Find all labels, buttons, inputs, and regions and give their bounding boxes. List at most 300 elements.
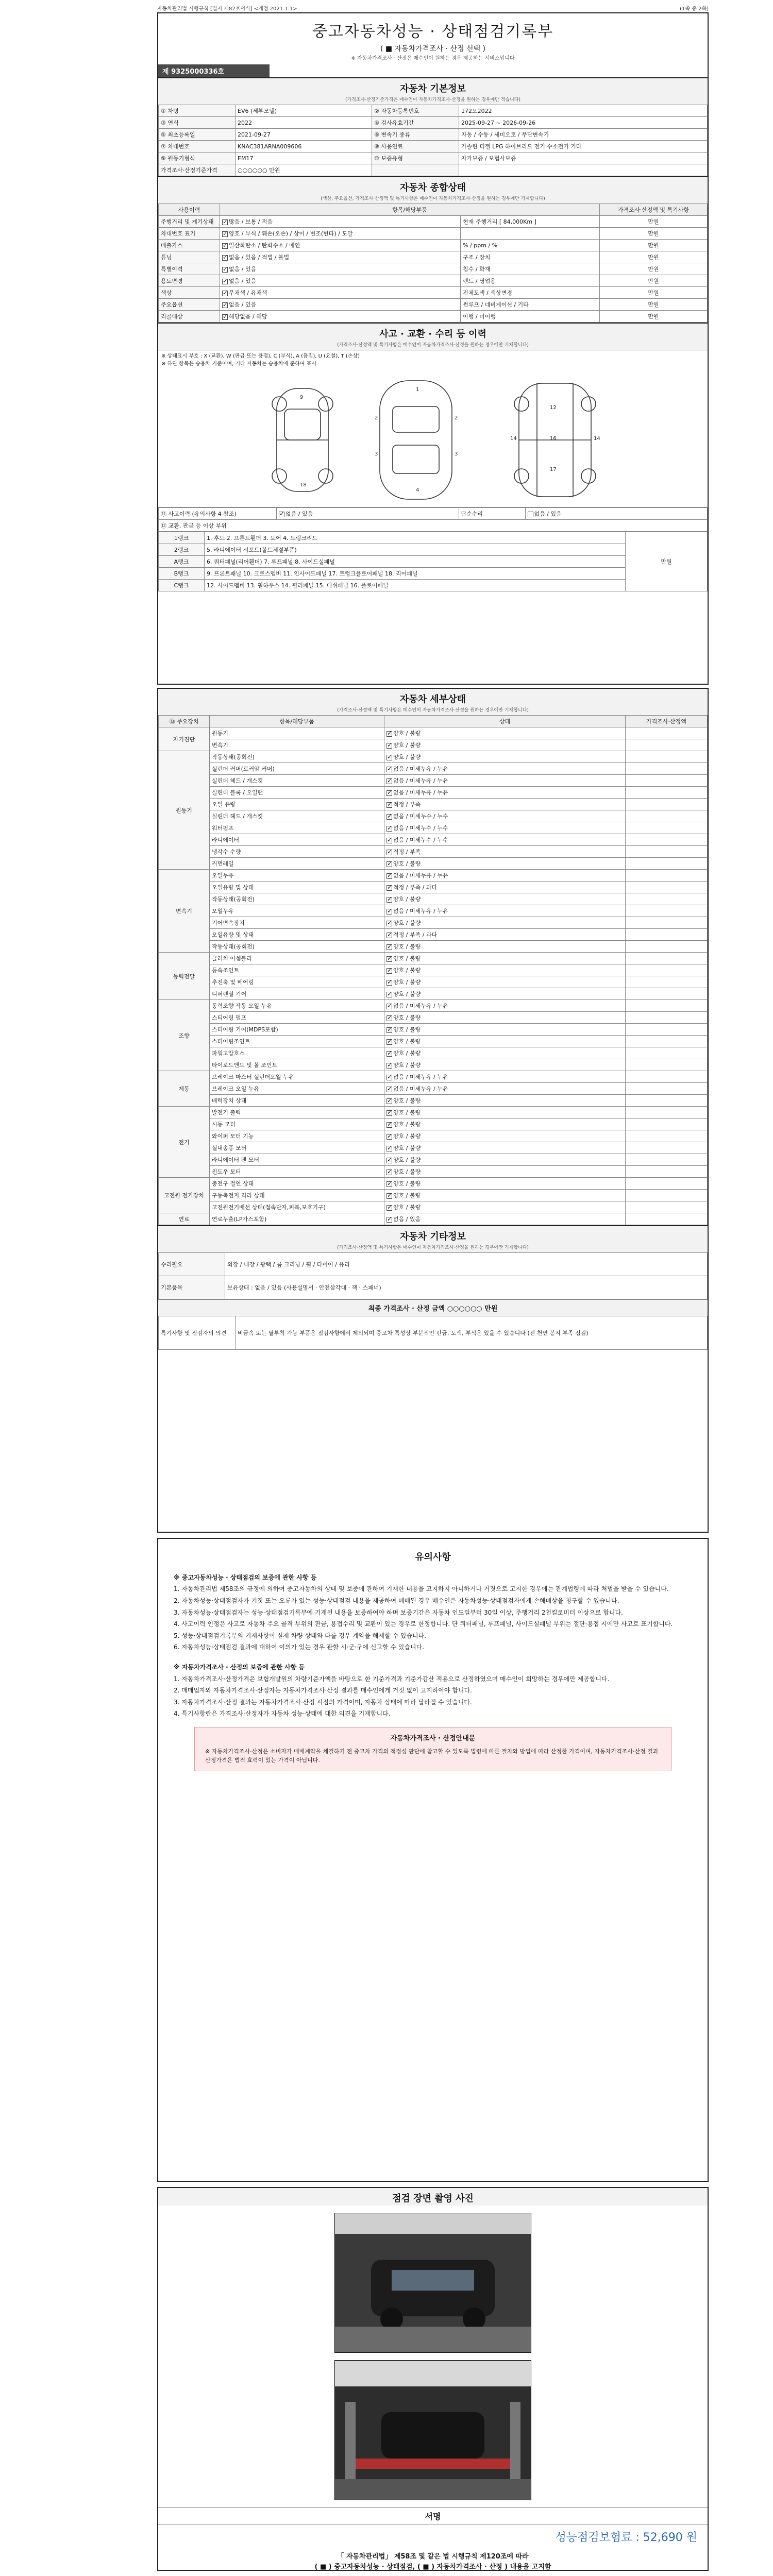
price-cell — [626, 1071, 708, 1083]
status-cell: ✓ 적정 / 부족 — [384, 846, 626, 858]
status-cell: ✓ 없음 / 미세누유 / 누유 — [384, 870, 626, 882]
checkbox-checked — [386, 826, 392, 832]
remarks-table — [158, 1316, 708, 1350]
svg-text:17: 17 — [550, 467, 557, 472]
price-cell — [626, 1201, 708, 1213]
table-cell: ⑩ 보증유형 — [372, 152, 459, 164]
table-cell: 주요옵션 — [159, 299, 220, 311]
price-cell — [626, 1142, 708, 1154]
table-row — [159, 929, 708, 941]
simple-repair-label: 단순수리 — [459, 508, 525, 520]
table-cell: 기본품목 — [159, 1276, 225, 1299]
table-row — [159, 263, 708, 275]
checkbox-checked — [222, 302, 228, 308]
table-cell: 만원 — [600, 251, 708, 263]
price-cell — [626, 822, 708, 834]
status-cell: ✓ 없음 / 미세누수 / 누수 — [384, 834, 626, 846]
table-cell: ⑦ 차대번호 — [159, 141, 236, 152]
status-cell: ✓ 양호 / 불량 — [384, 739, 626, 751]
notice-item: 5. 성능·상태점검기록부의 기재사항이 실제 차량 상태와 다를 경우 계약을 해제할 수 있습니다. — [174, 1632, 426, 1639]
price-cell — [626, 739, 708, 751]
table-cell: ① 차명 — [159, 105, 236, 117]
checkbox-checked — [386, 814, 392, 820]
table-cell: 스티어링조인트 — [210, 1036, 384, 1047]
table-row — [159, 775, 708, 787]
table-cell: 라디에이터 팬 모터 — [210, 1154, 384, 1166]
table-cell: 윈도우 모터 — [210, 1166, 384, 1178]
checkbox-checked — [222, 279, 228, 284]
remarks-value: 비금속 또는 탈부착 가능 부품은 점검사항에서 제외되며 중고차 특성상 부분적인 판금, 도색, 부식은 있을 수 있습니다 (전 천연 봉지 부족 점검) — [236, 1316, 708, 1350]
table-cell: 오일유량 및 상태 — [210, 929, 384, 941]
document-id: 제 9325000336호 — [158, 64, 270, 77]
table-row — [159, 164, 708, 176]
accident-note: (가격조사·산정액 및 특기사항은 매수인이 자동차가격조사·산정을 원하는 경우에만 기재합니다) — [158, 341, 708, 350]
checkbox-checked — [386, 767, 392, 772]
checkbox-checked — [386, 897, 392, 903]
checkbox-checked — [386, 956, 392, 962]
table-row — [159, 941, 708, 953]
svg-text:16: 16 — [550, 436, 557, 442]
col-header: ⑬ 주요장치 — [159, 716, 210, 727]
table-cell: 디퍼렌셜 기어 — [210, 988, 384, 1000]
status-cell: ✓ 양호 / 불량 — [384, 1166, 626, 1178]
svg-text:2: 2 — [375, 415, 378, 421]
table-row — [159, 964, 708, 976]
price-cell — [626, 941, 708, 953]
table-cell: 등속조인트 — [210, 964, 384, 976]
price-cell — [626, 988, 708, 1000]
table-cell: EM17 — [236, 152, 372, 164]
sheet-1 — [157, 12, 709, 685]
col-header: 항목/해당부품 — [220, 204, 600, 216]
detail-table — [158, 715, 708, 1225]
table-cell: C랭크 — [159, 580, 205, 591]
form-legal-ref: 자동차관리법 시행규칙 [별지 제82호서식] <개정 2021.1.1> — [157, 6, 297, 12]
table-row — [159, 882, 708, 893]
table-row — [159, 976, 708, 988]
status-cell: ✓ 양호 / 불량 — [384, 988, 626, 1000]
table-cell: 2025-09-27 ~ 2026-09-26 — [459, 117, 708, 129]
status-cell: ✓ 적정 / 부족 / 과다 — [384, 882, 626, 893]
table-cell: % / ppm / % — [461, 240, 600, 251]
table-cell: 이행 / 미이행 — [461, 311, 600, 323]
svg-text:14: 14 — [594, 436, 600, 442]
price-cell — [626, 810, 708, 822]
table-row — [159, 917, 708, 929]
table-cell: 가격조사·산정기준가격 — [159, 164, 236, 176]
notice-item: 6. 자동차성능·상태점검 결과에 대하여 이의가 있는 경우 관할 시·군·구에 신고할 수 있습니다. — [174, 1643, 424, 1651]
document-title: 중고자동차성능 · 상태점검기록부 — [312, 23, 554, 41]
checkbox-checked — [386, 1027, 392, 1033]
checkbox-checked — [386, 1205, 392, 1211]
table-cell: 만원 — [600, 263, 708, 275]
svg-text:1: 1 — [416, 387, 419, 393]
table-row — [159, 787, 708, 799]
table-cell: 스티어링 펌프 — [210, 1012, 384, 1024]
price-cell — [626, 1166, 708, 1178]
col-header: 상태 — [384, 716, 626, 727]
table-cell: 연료누출(LP가스포함) — [210, 1213, 384, 1225]
status-cell: ✓ 양호 / 불량 — [384, 976, 626, 988]
price-cell — [626, 799, 708, 810]
table-row — [159, 1024, 708, 1036]
price-cell — [626, 846, 708, 858]
table-cell: 렌트 / 영업용 — [461, 275, 600, 287]
table-row — [159, 810, 708, 822]
status-cell: ✓ 없음 / 있음 — [384, 1213, 626, 1225]
table-cell: 고전원 전기장치 — [159, 1178, 210, 1213]
table-row — [159, 556, 708, 568]
notice-item: 2. 매매업자와 자동차가격조사·산정자는 자동차가격조사·산정 결과를 매수인에게 거짓 없이 고지하여야 합니다. — [174, 1687, 472, 1694]
accident-title: 사고 · 교환 · 수리 등 이력 — [158, 323, 708, 341]
checkbox-checked — [222, 243, 228, 249]
table-row — [159, 834, 708, 846]
status-cell: ✓ 양호 / 불량 — [384, 964, 626, 976]
checkbox-checked — [386, 885, 392, 891]
table-cell: 동력조향 작동 오일 누유 — [210, 1000, 384, 1012]
table-row — [159, 141, 708, 152]
table-cell: 스티어링 기어(MDPS포함) — [210, 1024, 384, 1036]
footer-line-2: ( ■ ) 중고자동차성능 · 상태점검, ( ■ ) 자동차가격조사 · 산정 ) 내용을 고지함 — [314, 2563, 551, 2571]
table-cell: 자동 / 수동 / 세미오토 / 무단변속기 — [459, 129, 708, 141]
price-cell — [626, 1190, 708, 1201]
photo-image — [335, 2361, 531, 2500]
remarks-label: 특기사항 및 점검자의 의견 — [159, 1316, 236, 1350]
table-cell: 냉각수 수량 — [210, 846, 384, 858]
price-cell — [626, 763, 708, 775]
table-cell: ④ 검사유효기간 — [372, 117, 459, 129]
table-cell: 구조 / 장치 — [461, 251, 600, 263]
notice-sec1-title: ※ 중고자동차성능 · 상태점검의 보증에 관한 사항 등 — [174, 1573, 317, 1581]
table-row — [159, 751, 708, 763]
status-cell: ✓ 없음 / 미세누유 / 누유 — [384, 905, 626, 917]
table-cell: 주행거리 및 계기상태 — [159, 216, 220, 228]
table-cell: 구동축전지 격리 상태 — [210, 1190, 384, 1201]
checkbox-checked — [386, 944, 392, 950]
inspection-photo-2 — [334, 2360, 531, 2500]
checkbox-checked — [386, 980, 392, 986]
checkbox-checked — [386, 838, 392, 843]
table-cell: 오일누유 — [210, 870, 384, 882]
table-cell: 만원 — [600, 287, 708, 299]
status-cell: ✓ 무채색 / 유채색 — [220, 287, 461, 299]
checkbox-checked — [386, 1051, 392, 1057]
checkbox — [528, 512, 533, 517]
notice-sec2-title: ※ 자동차가격조사 · 산정의 보증에 관한 사항 등 — [174, 1664, 305, 1671]
table-cell: KNAC381ARNA009606 — [236, 141, 372, 152]
table-row — [159, 1154, 708, 1166]
table-row — [159, 216, 708, 228]
table-cell: 만원 — [626, 532, 708, 591]
price-cell — [626, 1118, 708, 1130]
checkbox-checked — [386, 1015, 392, 1021]
table-row — [159, 1047, 708, 1059]
table-row — [159, 1107, 708, 1118]
table-cell: 동력전달 — [159, 953, 210, 1000]
price-cell — [626, 1178, 708, 1190]
status-cell: ✓ 양호 / 불량 — [384, 1095, 626, 1107]
checkbox-checked — [386, 802, 392, 808]
checkbox-checked — [222, 291, 228, 296]
checkbox-checked — [386, 1039, 392, 1045]
table-cell: 오일누유 — [210, 905, 384, 917]
checkbox-checked — [386, 755, 392, 760]
checkbox-checked — [386, 909, 392, 914]
table-row — [159, 846, 708, 858]
status-cell: ✓ 없음 / 미세누수 / 누수 — [384, 822, 626, 834]
checkbox-checked — [222, 267, 228, 273]
notice-item: 1. 자동차가격조사·산정가격은 보험개발원의 차량기준가액을 바탕으로 한 기준가격과 기준가감산 적용으로 산정하였으며 매수인이 희망하는 경우에만 제공합니다. — [174, 1675, 610, 1683]
table-row — [159, 1118, 708, 1130]
status-cell: ✓ 양호 / 불량 — [384, 893, 626, 905]
table-cell: 수리필요 — [159, 1253, 225, 1276]
table-cell: 리콜대상 — [159, 311, 220, 323]
status-cell: ✓ 양호 / 불량 — [384, 1047, 626, 1059]
table-cell: 전기 — [159, 1107, 210, 1178]
col-header: 사용이력 — [159, 204, 220, 216]
checkbox-checked — [386, 1146, 392, 1151]
table-row — [159, 739, 708, 751]
price-cell — [626, 976, 708, 988]
table-cell: 외장 / 내장 / 광택 / 룸 크리닝 / 휠 / 타이어 / 유리 — [225, 1253, 708, 1276]
table-cell: 커먼레일 — [210, 858, 384, 870]
table-cell: 만원 — [600, 228, 708, 240]
table-cell: 전체도색 / 색상변경 — [461, 287, 600, 299]
status-cell: ✓ 없음 / 있음 — [220, 263, 461, 275]
table-cell: 타이로드엔드 및 볼 조인트 — [210, 1059, 384, 1071]
checkbox-checked — [386, 1170, 392, 1175]
status-cell: ✓ 없음 / 미세누수 / 누수 — [384, 810, 626, 822]
price-cell — [626, 870, 708, 882]
table-cell: 2022 — [236, 117, 372, 129]
table-row — [159, 532, 708, 544]
table-cell: 튜닝 — [159, 251, 220, 263]
price-cell — [626, 1095, 708, 1107]
price-cell — [626, 751, 708, 763]
price-cell — [626, 834, 708, 846]
basic-info-table — [158, 105, 708, 176]
status-cell: ✓ 양호 / 불량 — [384, 1107, 626, 1118]
table-row — [159, 1178, 708, 1190]
table-row — [159, 1130, 708, 1142]
table-cell: 실린더 커버(로커암 커버) — [210, 763, 384, 775]
table-row — [159, 1012, 708, 1024]
price-cell — [626, 727, 708, 739]
document-subtitle: ( ■ 자동차가격조사 · 산정 선택 ) — [380, 45, 486, 53]
damage-rank-table — [158, 532, 708, 591]
table-row — [159, 117, 708, 129]
table-cell: 만원 — [600, 311, 708, 323]
checkbox-checked — [386, 921, 392, 926]
checkbox-checked — [386, 778, 392, 784]
status-cell: ✓ 적정 / 부족 / 과다 — [384, 929, 626, 941]
signature-label: 서명 — [158, 2507, 708, 2524]
price-cell — [626, 775, 708, 787]
other-info-title: 자동차 기타정보 — [158, 1225, 708, 1244]
table-cell: 실린더 헤드 / 개스킷 — [210, 775, 384, 787]
table-cell: ⑥ 변속기 종류 — [372, 129, 459, 141]
checkbox-checked — [386, 731, 392, 737]
price-cell — [626, 1000, 708, 1012]
status-cell: ✓ 없음 / 미세누유 / 누유 — [384, 775, 626, 787]
table-cell: 브레이크 오일 누유 — [210, 1083, 384, 1095]
checkbox-checked — [386, 1087, 392, 1092]
status-cell: ✓ 없음 / 있음 — [220, 299, 461, 311]
table-cell: 2랭크 — [159, 544, 205, 556]
status-cell: ✓ 양호 / 불량 — [384, 1118, 626, 1130]
table-cell: 고전원전기배선 상태(접속단자,피복,보호기구) — [210, 1201, 384, 1213]
table-row — [159, 727, 708, 739]
status-cell: ✓ 없음 / 있음 — [220, 275, 461, 287]
table-cell: 추진축 및 베어링 — [210, 976, 384, 988]
table-cell: 원동기 — [210, 727, 384, 739]
table-row — [159, 105, 708, 117]
table-cell: 시동 모터 — [210, 1118, 384, 1130]
table-cell: 1랭크 — [159, 532, 205, 544]
status-cell: ✓ 양호 / 불량 — [384, 1178, 626, 1190]
status-cell: ✓ 해당없음 / 해당 — [220, 311, 461, 323]
table-row — [159, 580, 708, 591]
table-row — [159, 1036, 708, 1047]
svg-text:3: 3 — [375, 451, 378, 457]
sheet-4 — [157, 2187, 709, 2571]
table-cell: 브레이크 마스터 실린더오일 누유 — [210, 1071, 384, 1083]
checkbox-checked — [386, 1004, 392, 1009]
damage-legend: ※ 상태표시 부호 : X (교환), W (판금 또는 용접), C (부식), A (흠집), U (요철), T (손상) — [161, 353, 360, 359]
table-row — [159, 870, 708, 882]
table-cell: 와이퍼 모터 기능 — [210, 1130, 384, 1142]
table-cell: 만원 — [600, 299, 708, 311]
price-cell — [626, 893, 708, 905]
price-cell — [626, 1107, 708, 1118]
table-cell: 6. 쿼터패널(리어휀더) 7. 루프패널 8. 사이드실패널 — [205, 556, 626, 568]
table-row — [159, 1071, 708, 1083]
col-header: 가격조사·산정액 — [626, 716, 708, 727]
other-info-table — [158, 1252, 708, 1299]
checkbox-checked — [386, 1122, 392, 1128]
table-cell: 썬루프 / 네비게이션 / 기타 — [461, 299, 600, 311]
notice-section — [158, 1539, 708, 1787]
checkbox-checked — [386, 968, 392, 974]
table-cell: 기어변속장치 — [210, 917, 384, 929]
table-cell: 작동상태(공회전) — [210, 751, 384, 763]
table-cell: 만원 — [600, 216, 708, 228]
status-cell: ✓ 양호 / 불량 — [384, 1059, 626, 1071]
total-price: 최종 가격조사 · 산정 금액 ○○○○○○ 만원 — [158, 1299, 708, 1316]
table-cell: 12. 사이드멤버 13. 휠하우스 14. 필러패널 15. 대쉬패널 16. 플로어패널 — [205, 580, 626, 591]
price-cell — [626, 1036, 708, 1047]
table-row — [159, 763, 708, 775]
table-row — [159, 1000, 708, 1012]
basic-info-note: (가격조사·산정기준가격은 매수인이 자동차가격조사·산정을 원하는 경우에만 적습니다) — [158, 96, 708, 105]
general-status-table — [158, 204, 708, 323]
notice-item: 2. 자동차성능·상태점검자가 거짓 또는 오류가 있는 성능·상태점검 내용을 제공하여 매매된 경우 매수인은 자동차성능·상태점검자에게 손해배상을 청구할 수 있습니다. — [174, 1597, 619, 1605]
checkbox-checked — [222, 314, 228, 320]
checkbox-checked — [386, 861, 392, 867]
status-cell: ✓ 양호 / 불량 — [384, 1012, 626, 1024]
price-cell — [626, 1213, 708, 1225]
checkbox-checked — [222, 255, 228, 261]
table-cell: 2021-09-27 — [236, 129, 372, 141]
status-cell: ✓ 양호 / 불량 — [384, 751, 626, 763]
table-row — [159, 1190, 708, 1201]
svg-text:2: 2 — [455, 415, 458, 421]
notice-item: 4. 특기사항란은 가격조사·산정자가 자동차 성능·상태에 대한 의견을 기재합니다. — [174, 1710, 391, 1718]
svg-text:12: 12 — [550, 405, 557, 411]
table-cell — [459, 164, 708, 176]
status-cell: ✓ 양호 / 불량 — [384, 1024, 626, 1036]
price-cell — [626, 1059, 708, 1071]
table-cell: 색상 — [159, 287, 220, 299]
table-cell: 만원 — [600, 240, 708, 251]
table-cell: 차대번호 표기 — [159, 228, 220, 240]
table-row — [159, 228, 708, 240]
inspection-photo-1 — [334, 2213, 531, 2353]
status-cell: ✓ 양호 / 불량 — [384, 1130, 626, 1142]
price-cell — [626, 858, 708, 870]
price-notice-body: ※ 자동차가격조사·산정은 소비자가 매매계약을 체결하기 전 중고차 가격의 적정성 판단에 참고할 수 있도록 법령에 따른 절차와 방법에 따라 산정한 가격이며, 자동차가격조사·산정 결과 산정가격은 법적 효력이 있는 가격이 아닙니다. — [205, 1748, 659, 1764]
table-cell: 1. 후드 2. 프론트휀더 3. 도어 4. 트렁크리드 — [205, 532, 626, 544]
table-cell: 용도변경 — [159, 275, 220, 287]
svg-text:14: 14 — [510, 436, 517, 442]
price-cell — [626, 1012, 708, 1024]
price-cell — [626, 882, 708, 893]
table-row — [159, 1083, 708, 1095]
form-header-line — [157, 4, 709, 12]
table-cell: 파워고압호스 — [210, 1047, 384, 1059]
table-cell: ⑤ 최초등록일 — [159, 129, 236, 141]
table-cell: 현재 주행거리 [ 84,000Km ] — [461, 216, 600, 228]
checkbox-checked — [386, 743, 392, 749]
photo-image — [335, 2213, 531, 2352]
car-outline-icon — [158, 368, 708, 507]
table-row — [159, 299, 708, 311]
status-cell: ✓ 양호 / 불량 — [384, 1201, 626, 1213]
other-info-note: (가격조사·산정액 및 특기사항은 매수인이 자동차가격조사·산정을 원하는 경우에만 기재합니다) — [158, 1244, 708, 1252]
status-cell: ✓ 없음 / 미세누유 / 누유 — [384, 787, 626, 799]
price-cell — [626, 929, 708, 941]
table-row — [159, 1166, 708, 1178]
table-row — [159, 1142, 708, 1154]
table-cell: B랭크 — [159, 568, 205, 580]
status-cell: ✓ 일산화탄소 / 탄화수소 / 매연 — [220, 240, 461, 251]
table-cell: 172오2022 — [459, 105, 708, 117]
table-cell: EV6 (세부모델) — [236, 105, 372, 117]
basic-info-title: 자동차 기본정보 — [158, 77, 708, 96]
notice-item: 3. 자동차성능·상태점검자는 성능·상태점검기록부에 기재된 내용을 보증하여야 하며 보증기간은 자동차 인도일부터 30일 이상, 주행거리 2천킬로미터 이상으로 합니다. — [174, 1608, 623, 1616]
table-cell: 라디에이터 — [210, 834, 384, 846]
table-row — [159, 1201, 708, 1213]
table-row — [159, 988, 708, 1000]
table-cell: 9. 프론트패널 10. 크로스멤버 11. 인사이드패널 17. 트렁크플로어패널 18. 리어패널 — [205, 568, 626, 580]
checkbox-checked — [386, 1217, 392, 1223]
table-cell — [461, 228, 600, 240]
price-cell — [626, 953, 708, 964]
footer-note — [158, 2549, 708, 2575]
status-cell: ✓ 양호 / 불량 — [384, 1154, 626, 1166]
accident-history-label: ⑪ 사고이력 (유의사항 4 참조) — [159, 508, 277, 520]
damage-parts-label: ⑫ 교환, 판금 등 이상 부위 — [159, 520, 708, 532]
simple-repair-value: 없음 / 있음 — [525, 508, 708, 520]
checkbox-checked — [386, 1158, 392, 1163]
svg-text:18: 18 — [300, 482, 307, 488]
table-cell: 실내송풍 모터 — [210, 1142, 384, 1154]
general-status-note: (색상, 주요옵션, 가격조사·산정액 및 특기사항은 매수인이 자동차가격조사·산정을 원하는 경우에만 기재합니다) — [158, 195, 708, 204]
status-cell: ✓ 적정 / 부족 — [384, 799, 626, 810]
table-row — [159, 251, 708, 263]
price-cell — [626, 917, 708, 929]
status-cell: ✓ 양호 / 불량 — [384, 941, 626, 953]
